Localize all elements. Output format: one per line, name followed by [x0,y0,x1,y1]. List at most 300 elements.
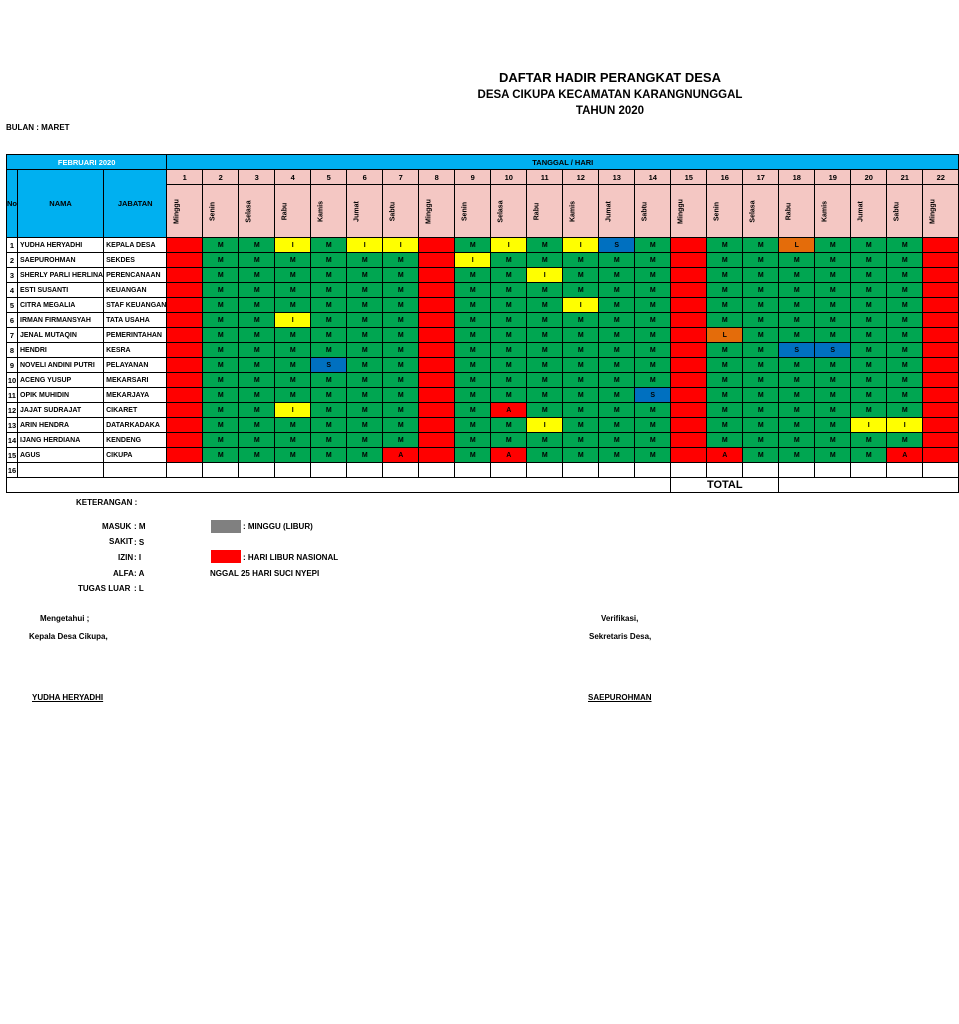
attendance-cell: M [491,253,527,268]
day-number: 20 [851,170,887,185]
attendance-cell: M [563,358,599,373]
right-sign-line1: Verifikasi, [601,614,639,623]
attendance-cell: M [383,283,419,298]
day-name-cell [383,185,419,238]
attendance-cell [671,268,707,283]
day-name-cell [707,185,743,238]
attendance-cell: M [743,403,779,418]
day-number: 9 [455,170,491,185]
employee-name: ACENG YUSUP [18,373,104,388]
left-sign-line2: Kepala Desa Cikupa, [29,632,108,641]
attendance-cell: M [851,358,887,373]
attendance-cell: S [779,343,815,358]
attendance-cell: M [779,433,815,448]
employee-position: KEUANGAN [104,283,167,298]
attendance-cell: M [275,418,311,433]
attendance-cell: M [707,343,743,358]
attendance-cell [419,463,455,478]
attendance-cell: M [815,418,851,433]
attendance-cell [635,463,671,478]
attendance-cell: M [707,313,743,328]
attendance-cell: M [635,343,671,358]
row-number: 3 [7,268,18,283]
attendance-cell [419,448,455,463]
attendance-cell [671,463,707,478]
attendance-cell [671,298,707,313]
attendance-cell: M [563,328,599,343]
table-row [7,268,959,283]
attendance-cell: M [635,358,671,373]
employee-position: SEKDES [104,253,167,268]
attendance-cell [671,343,707,358]
attendance-cell: M [779,403,815,418]
employee-name: HENDRI [18,343,104,358]
attendance-cell: S [635,388,671,403]
attendance-cell: M [887,328,923,343]
attendance-cell: M [815,313,851,328]
day-name-cell [671,185,707,238]
attendance-cell: M [455,358,491,373]
attendance-cell [923,298,959,313]
attendance-cell: M [311,373,347,388]
attendance-cell: M [635,283,671,298]
row-number: 7 [7,328,18,343]
employee-name: YUDHA HERYADHI [18,238,104,253]
attendance-cell: M [815,238,851,253]
attendance-cell: M [347,298,383,313]
attendance-cell: M [491,388,527,403]
attendance-cell: M [743,298,779,313]
employee-position: KENDENG [104,433,167,448]
attendance-cell: M [599,298,635,313]
attendance-cell [311,463,347,478]
attendance-cell: M [779,448,815,463]
legend-masuk-code: : M [134,522,146,531]
attendance-cell [851,463,887,478]
attendance-cell: M [275,253,311,268]
table-row [7,358,959,373]
attendance-cell: M [491,343,527,358]
attendance-cell: M [275,373,311,388]
attendance-cell [419,373,455,388]
row-number: 10 [7,373,18,388]
attendance-cell [167,298,203,313]
day-number: 10 [491,170,527,185]
day-number: 18 [779,170,815,185]
attendance-cell: M [887,268,923,283]
attendance-cell: M [455,373,491,388]
attendance-cell: M [383,313,419,328]
attendance-cell [923,238,959,253]
day-name-cell [815,185,851,238]
attendance-cell: M [851,433,887,448]
attendance-cell: M [635,328,671,343]
row-number: 16 [7,463,18,478]
attendance-cell: M [383,418,419,433]
attendance-cell: M [347,388,383,403]
attendance-cell: M [347,268,383,283]
day-name-cell [347,185,383,238]
attendance-cell [671,358,707,373]
day-name-cell [275,185,311,238]
attendance-cell: M [887,283,923,298]
attendance-cell: M [635,313,671,328]
day-number: 15 [671,170,707,185]
attendance-cell: M [851,298,887,313]
attendance-cell: M [203,268,239,283]
attendance-cell: L [707,328,743,343]
attendance-cell [419,418,455,433]
attendance-cell: M [383,358,419,373]
attendance-cell: M [599,313,635,328]
attendance-cell: A [383,448,419,463]
day-name-cell [563,185,599,238]
attendance-cell: M [455,328,491,343]
attendance-cell: M [851,238,887,253]
attendance-cell: M [743,238,779,253]
attendance-cell: M [743,313,779,328]
legend-masuk-label: MASUK [102,522,132,531]
total-spacer-right [779,478,959,493]
attendance-cell: M [851,283,887,298]
attendance-cell: M [455,313,491,328]
day-number: 17 [743,170,779,185]
attendance-cell: M [707,268,743,283]
attendance-cell: M [707,253,743,268]
attendance-cell: M [347,448,383,463]
attendance-cell: M [815,403,851,418]
attendance-cell: M [851,253,887,268]
minggu-color-swatch [211,520,241,533]
attendance-cell: M [815,253,851,268]
attendance-cell: M [707,283,743,298]
day-name: Sabtu [641,201,649,221]
attendance-cell: M [491,268,527,283]
legend-minggu: : MINGGU (LIBUR) [243,522,313,531]
attendance-cell: M [311,343,347,358]
day-name: Minggu [677,198,685,224]
month-label: BULAN : MARET [6,123,70,132]
attendance-cell: M [347,253,383,268]
employee-name: AGUS [18,448,104,463]
employee-position: MEKARSARI [104,373,167,388]
attendance-cell: M [383,253,419,268]
employee-name: IRMAN FIRMANSYAH [18,313,104,328]
attendance-cell: M [851,328,887,343]
attendance-cell [347,463,383,478]
legend-heading: KETERANGAN : [76,498,138,507]
employee-position: MEKARJAYA [104,388,167,403]
attendance-cell: M [239,418,275,433]
total-label: TOTAL [671,478,779,493]
day-number: 22 [923,170,959,185]
attendance-cell: M [563,253,599,268]
table-row [7,283,959,298]
attendance-cell: M [779,283,815,298]
attendance-cell: M [743,358,779,373]
attendance-cell: M [635,373,671,388]
document-year: TAHUN 2020 [575,105,645,117]
attendance-cell [923,403,959,418]
attendance-cell: M [779,373,815,388]
attendance-cell: M [311,313,347,328]
row-number: 4 [7,283,18,298]
attendance-cell: M [239,298,275,313]
day-name-cell [599,185,635,238]
attendance-cell: M [455,283,491,298]
day-number: 12 [563,170,599,185]
day-name: Minggu [425,198,433,224]
attendance-cell: M [239,283,275,298]
attendance-cell: M [383,298,419,313]
attendance-cell: M [275,448,311,463]
table-row [7,463,959,478]
attendance-cell: M [455,238,491,253]
attendance-cell [239,463,275,478]
attendance-cell: M [383,268,419,283]
attendance-cell [563,463,599,478]
attendance-cell: M [743,388,779,403]
attendance-cell [167,328,203,343]
attendance-cell: M [743,433,779,448]
attendance-cell [671,313,707,328]
attendance-cell: M [455,388,491,403]
attendance-cell [923,433,959,448]
attendance-cell: M [527,448,563,463]
attendance-cell: M [455,403,491,418]
attendance-cell [167,253,203,268]
attendance-cell: M [563,343,599,358]
attendance-cell [743,463,779,478]
attendance-cell: M [275,268,311,283]
employee-position: PELAYANAN [104,358,167,373]
attendance-cell [419,268,455,283]
attendance-cell: M [563,373,599,388]
attendance-cell [671,328,707,343]
right-sign-line2: Sekretaris Desa, [589,632,652,641]
attendance-cell: M [815,358,851,373]
attendance-cell [167,283,203,298]
attendance-cell [167,313,203,328]
legend-libur: : HARI LIBUR NASIONAL [243,553,339,562]
attendance-cell: M [815,328,851,343]
attendance-cell: M [779,388,815,403]
row-number: 9 [7,358,18,373]
attendance-cell: M [887,358,923,373]
attendance-cell: M [239,433,275,448]
day-name: Jumat [353,200,361,222]
day-number: 13 [599,170,635,185]
document-title: DAFTAR HADIR PERANGKAT DESA [499,70,721,85]
attendance-cell: M [599,448,635,463]
row-number: 8 [7,343,18,358]
attendance-cell: M [383,343,419,358]
attendance-cell: I [275,403,311,418]
employee-position: STAF KEUANGAN [104,298,167,313]
attendance-cell [671,388,707,403]
attendance-cell: M [383,403,419,418]
day-name: Minggu [173,198,181,224]
attendance-cell: M [311,418,347,433]
attendance-cell: M [455,298,491,313]
employee-name: JAJAT SUDRAJAT [18,403,104,418]
attendance-cell [779,463,815,478]
attendance-cell: M [311,433,347,448]
attendance-cell: M [311,283,347,298]
attendance-cell: M [239,343,275,358]
attendance-cell [671,433,707,448]
attendance-cell: M [635,298,671,313]
attendance-cell: M [815,448,851,463]
left-sign-line1: Mengetahui ; [40,614,90,623]
attendance-cell: M [347,433,383,448]
attendance-cell [599,463,635,478]
attendance-cell: M [527,283,563,298]
attendance-cell: M [707,298,743,313]
employee-name [18,463,104,478]
employee-name: IJANG HERDIANA [18,433,104,448]
attendance-cell: M [527,403,563,418]
row-number: 6 [7,313,18,328]
attendance-cell: M [383,328,419,343]
attendance-cell: I [527,268,563,283]
attendance-cell [671,418,707,433]
table-row [7,448,959,463]
attendance-cell: M [887,373,923,388]
attendance-cell: M [887,343,923,358]
attendance-cell: M [383,388,419,403]
attendance-cell: M [851,373,887,388]
attendance-cell: M [635,403,671,418]
attendance-cell: M [743,253,779,268]
attendance-cell: M [275,328,311,343]
attendance-cell: M [563,313,599,328]
day-number: 21 [887,170,923,185]
attendance-cell: I [347,238,383,253]
legend-sakit-label: SAKIT [109,537,133,546]
attendance-cell: M [887,238,923,253]
attendance-cell: M [347,313,383,328]
attendance-cell: M [599,253,635,268]
attendance-cell [707,463,743,478]
attendance-cell: M [383,373,419,388]
attendance-cell [419,358,455,373]
day-name: Kamis [569,200,577,222]
attendance-cell: M [635,448,671,463]
attendance-cell [923,343,959,358]
day-name: Sabtu [389,201,397,221]
attendance-cell: M [311,448,347,463]
attendance-cell: M [599,283,635,298]
attendance-cell: M [599,328,635,343]
day-name-cell [887,185,923,238]
attendance-table [6,154,959,493]
attendance-cell: I [563,238,599,253]
employee-name: SAEPUROHMAN [18,253,104,268]
attendance-cell [275,463,311,478]
attendance-cell: M [311,328,347,343]
employee-name: OPIK MUHIDIN [18,388,104,403]
day-name: Sabtu [893,201,901,221]
day-number: 6 [347,170,383,185]
day-name-cell [923,185,959,238]
day-name: Jumat [857,200,865,222]
attendance-cell [167,358,203,373]
attendance-cell: M [311,238,347,253]
attendance-cell [923,268,959,283]
attendance-cell: M [527,328,563,343]
attendance-cell: M [599,418,635,433]
attendance-cell [671,253,707,268]
attendance-cell [419,388,455,403]
attendance-cell: M [275,388,311,403]
attendance-cell [167,448,203,463]
employee-name: ESTI SUSANTI [18,283,104,298]
attendance-cell: M [563,403,599,418]
attendance-cell: M [527,343,563,358]
day-name-cell [239,185,275,238]
attendance-cell: M [239,448,275,463]
row-number: 14 [7,433,18,448]
attendance-cell: I [527,418,563,433]
attendance-cell: A [887,448,923,463]
day-number: 14 [635,170,671,185]
day-name-cell [455,185,491,238]
attendance-cell: M [527,388,563,403]
attendance-cell: M [599,433,635,448]
row-number: 2 [7,253,18,268]
attendance-cell: M [563,448,599,463]
attendance-cell: M [887,313,923,328]
left-sign-name: YUDHA HERYADHI [32,693,104,702]
attendance-cell: M [491,283,527,298]
attendance-cell: M [563,418,599,433]
attendance-cell: M [779,358,815,373]
attendance-cell: M [347,403,383,418]
attendance-cell: M [239,403,275,418]
attendance-cell: S [599,238,635,253]
table-row [7,328,959,343]
attendance-cell: M [887,388,923,403]
attendance-cell: M [815,373,851,388]
attendance-cell: M [203,403,239,418]
attendance-cell [419,313,455,328]
attendance-cell: M [779,253,815,268]
attendance-cell: M [599,388,635,403]
attendance-cell: M [347,343,383,358]
day-name: Kamis [821,200,829,222]
day-name: Minggu [929,198,937,224]
attendance-cell: M [203,283,239,298]
attendance-cell [419,433,455,448]
attendance-cell: M [527,313,563,328]
libur-color-swatch [211,550,241,563]
attendance-cell: M [491,373,527,388]
attendance-cell: M [887,253,923,268]
attendance-cell: M [203,358,239,373]
day-number: 7 [383,170,419,185]
attendance-cell [923,418,959,433]
day-number: 16 [707,170,743,185]
attendance-cell [419,283,455,298]
employee-position [104,463,167,478]
attendance-cell: M [707,418,743,433]
attendance-cell: I [887,418,923,433]
day-name-cell [743,185,779,238]
employee-position: PERENCANAAN [104,268,167,283]
attendance-cell: M [851,403,887,418]
attendance-cell: M [347,418,383,433]
